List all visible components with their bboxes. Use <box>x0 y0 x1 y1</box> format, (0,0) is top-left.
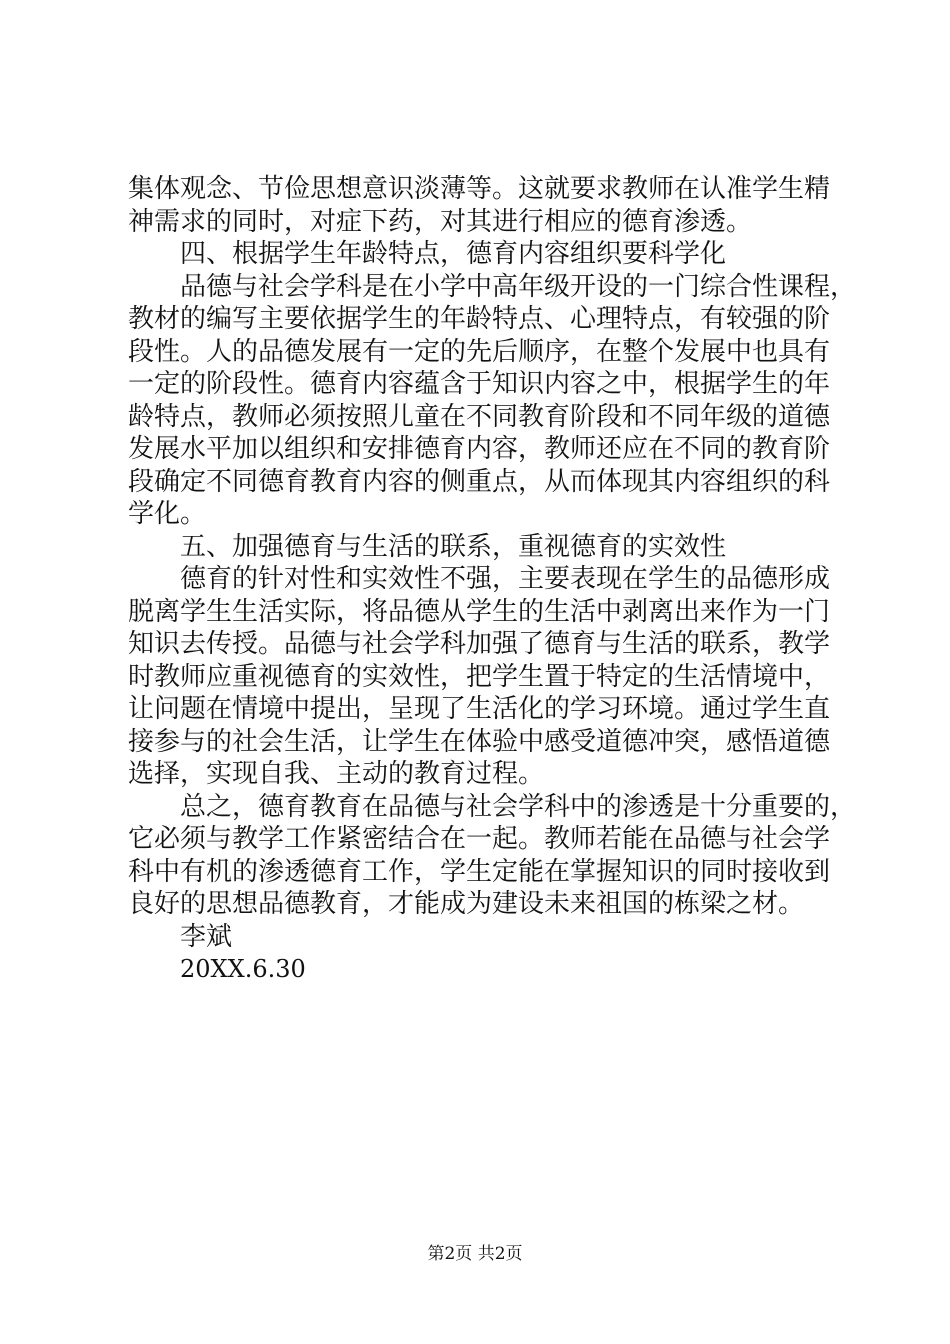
paragraph-line: 学化。 <box>128 499 207 529</box>
paragraph-line: 良好的思想品德教育，才能成为建设未来祖国的栋梁之材。 <box>128 889 805 919</box>
paragraph-line: 脱离学生生活实际，将品德从学生的生活中剥离出来作为一门 <box>128 596 831 627</box>
paragraph-line: 让问题在情境中提出，呈现了生活化的学习环境。通过学生直 <box>128 694 831 724</box>
page-number-footer: 第2页 共2页 <box>427 1244 523 1264</box>
paragraph-line: 它必须与教学工作紧密结合在一起。教师若能在品德与社会学 <box>128 824 831 854</box>
document-body <box>128 173 857 986</box>
paragraph-line: 接参与的社会生活，让学生在体验中感受道德冲突，感悟道德 <box>128 726 831 757</box>
paragraph-line: 德育的针对性和实效性不强，主要表现在学生的品德形成 <box>180 564 831 594</box>
paragraph-line: 集体观念、节俭思想意识淡薄等。这就要求教师在认准学生精 <box>128 174 831 204</box>
paragraph-line: 发展水平加以组织和安排德育内容，教师还应在不同的教育阶 <box>128 434 831 464</box>
paragraph-line: 神需求的同时，对症下药，对其进行相应的德育渗透。 <box>128 206 753 237</box>
paragraph-line: 选择，实现自我、主动的教育过程。 <box>128 759 545 789</box>
paragraph-line: 知识去传授。品德与社会学科加强了德育与生活的联系，教学 <box>128 629 831 659</box>
paragraph-line: 段性。人的品德发展有一定的先后顺序，在整个发展中也具有 <box>128 336 831 367</box>
author-signature: 李斌 <box>180 921 233 952</box>
section-heading-4: 四、根据学生年龄特点，德育内容组织要科学化 <box>180 239 727 269</box>
paragraph-line: 龄特点，教师必须按照儿童在不同教育阶段和不同年级的道德 <box>128 401 831 432</box>
paragraph-line: 教材的编写主要依据学生的年龄特点、心理特点，有较强的阶 <box>128 304 831 334</box>
paragraph-line: 总之，德育教育在品德与社会学科中的渗透是十分重要的， <box>180 791 857 822</box>
document-date: 20XX.6.30 <box>180 955 306 983</box>
paragraph-line: 时教师应重视德育的实效性，把学生置于特定的生活情境中， <box>128 661 831 692</box>
paragraph-line: 科中有机的渗透德育工作，学生定能在掌握知识的同时接收到 <box>128 856 831 887</box>
paragraph-line: 一定的阶段性。德育内容蕴含于知识内容之中，根据学生的年 <box>128 369 831 399</box>
paragraph-line: 段确定不同德育教育内容的侧重点，从而体现其内容组织的科 <box>128 466 831 497</box>
section-heading-5: 五、加强德育与生活的联系，重视德育的实效性 <box>180 531 727 562</box>
paragraph-line: 品德与社会学科是在小学中高年级开设的一门综合性课程， <box>180 271 857 302</box>
